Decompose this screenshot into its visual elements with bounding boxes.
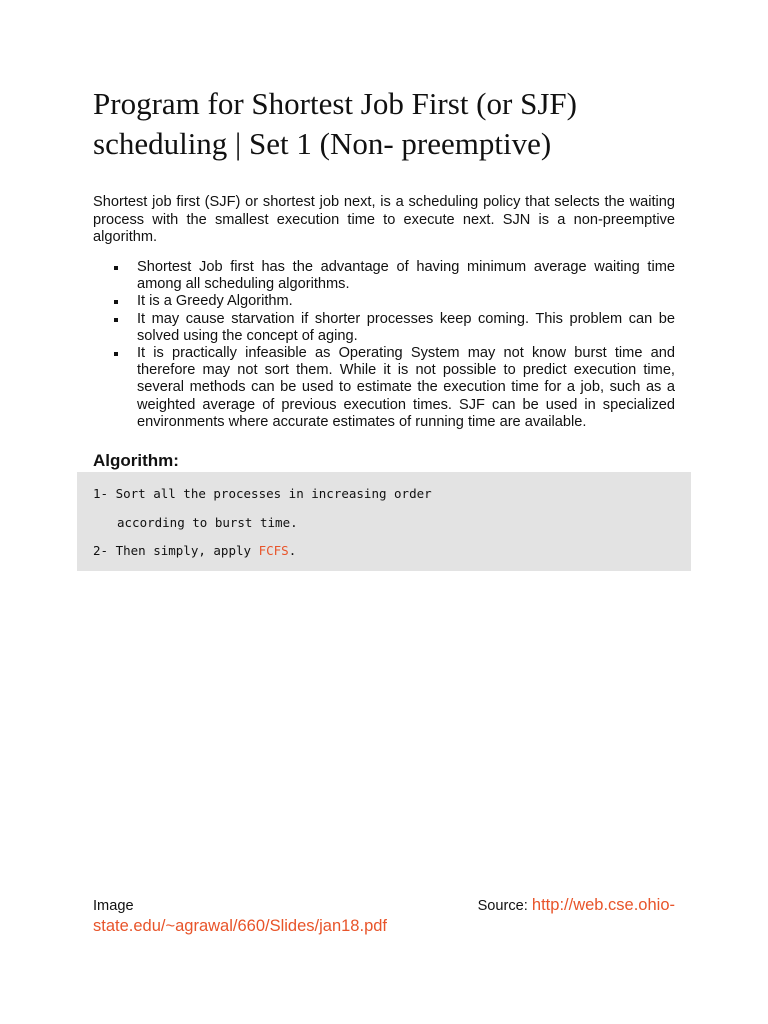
footer-link-continuation: [93, 916, 675, 937]
list-item: [93, 259, 675, 293]
list-item: [93, 345, 675, 431]
square-bullet-icon: [114, 318, 118, 322]
source-group: [478, 895, 675, 916]
code-line-3-suffix: .: [288, 543, 297, 558]
intro-paragraph: Shortest job first (SJF) or shortest job next, is a scheduling policy that selects the waiting process with the smallest execution time to execute next. SJN is a non-preemptive algorithm.: [93, 194, 675, 245]
code-block: [77, 472, 691, 571]
algorithm-heading: Algorithm:: [93, 451, 179, 470]
source-label: Source:: [477, 898, 528, 914]
source-link[interactable]: http://web.cse.ohio-: [531, 896, 675, 914]
code-line-1: 1- Sort all the processes in increasing order: [93, 486, 432, 501]
list-item-text: It is a Greedy Algorithm.: [137, 293, 293, 310]
bullet-list: [93, 259, 675, 431]
square-bullet-icon: [114, 266, 118, 270]
code-line-2: according to burst time.: [117, 515, 298, 530]
image-source-footer: [93, 895, 675, 937]
fcfs-link[interactable]: FCFS: [258, 543, 289, 558]
list-item-text: It is practically infeasible as Operating System may not know burst time and therefore may not sort them. While it is not possible to predict execution time, several methods can be used to estimate the execution time for a job, such as a weighted average of previous execution times. SJF can be used in specialized environments where accurate estimates of running time are available.: [137, 345, 675, 430]
square-bullet-icon: [114, 300, 118, 304]
image-label: Image: [93, 898, 134, 914]
code-line-3: [93, 543, 296, 558]
source-link-continuation[interactable]: state.edu/~agrawal/660/Slides/jan18.pdf: [93, 917, 388, 935]
page-title: Program for Shortest Job First (or SJF) scheduling | Set 1 (Non- preemptive): [93, 86, 577, 161]
list-item-text: Shortest Job first has the advantage of having minimum average waiting time among all scheduling algorithms.: [137, 259, 675, 293]
square-bullet-icon: [114, 352, 118, 356]
footer-row: [93, 895, 675, 916]
code-line-3-prefix: 2- Then simply, apply: [93, 543, 259, 558]
list-item: [93, 293, 675, 310]
list-item: [93, 311, 675, 345]
list-item-text: It may cause starvation if shorter processes keep coming. This problem can be solved using the concept of aging.: [137, 310, 675, 344]
